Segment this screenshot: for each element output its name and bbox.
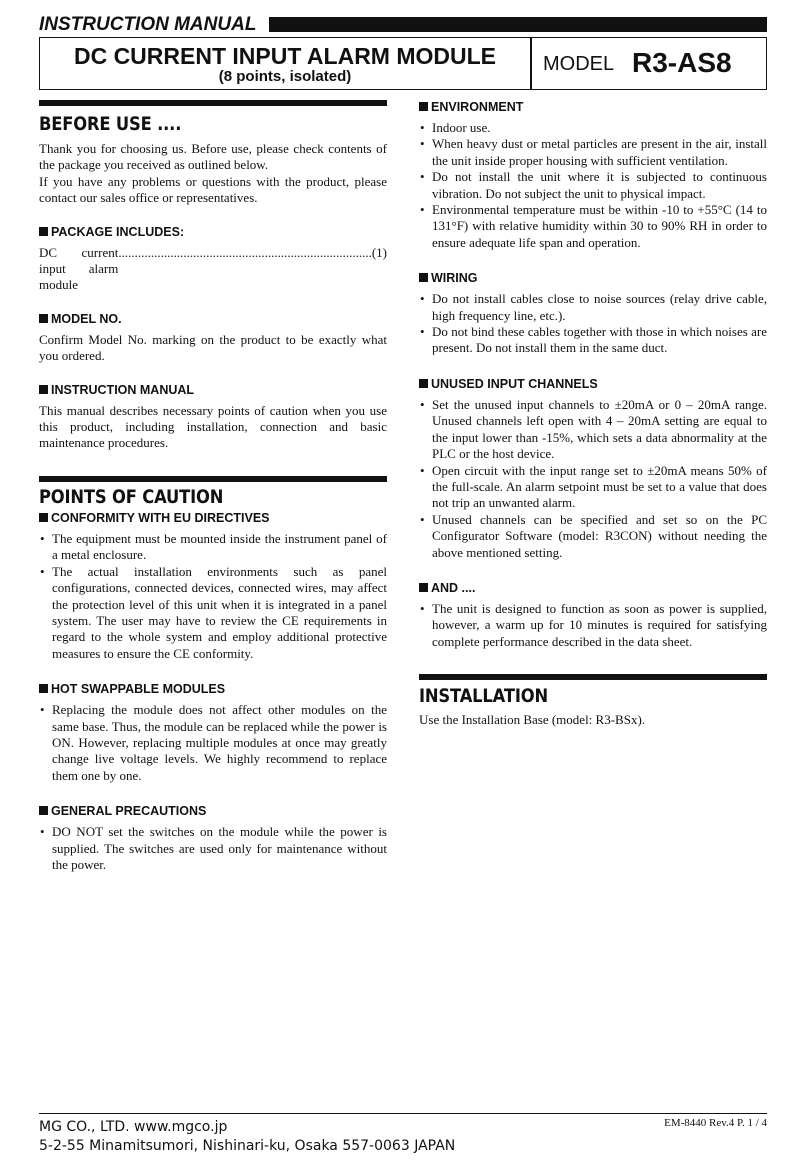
left-column [39,100,387,873]
section-rule [39,476,387,482]
wiring-list [419,291,767,357]
list-item: • Environmental temperature must be within -10 to +55°C (14 to 131°F) with relative humidity within 30 to 90% RH in order to ensure adequate life span and operation. [419,202,767,251]
square-bullet-icon [39,513,48,522]
before-use-paragraph-2: If you have any problems or questions with the product, please contact our sales office or representatives. [39,173,387,206]
title-box [39,37,767,90]
eu-directives-heading: CONFORMITY WITH EU DIRECTIVES [39,511,387,526]
environment-list [419,120,767,251]
square-bullet-icon [419,102,428,111]
list-item: • Open circuit with the input range set to ±20mA means 50% of the full-scale. An alarm setpoint must be set to a value that does not trip an unwanted alarm. [419,463,767,512]
list-item: • Set the unused input channels to ±20mA or 0 – 20mA range. Unused channels left open with 4 – 20mA setting are equal to the input lower than -15%, which sets a data abnormality at the PLC or the host device. [419,397,767,463]
model-label: MODEL [543,53,615,75]
unused-input-heading: UNUSED INPUT CHANNELS [419,377,767,392]
general-precautions-list [39,824,387,873]
hot-swappable-list [39,702,387,784]
manual-label: INSTRUCTION MANUAL [39,14,262,36]
section-rule [39,100,387,106]
model-no-text: Confirm Model No. marking on the product to be exactly what you ordered. [39,331,387,364]
model-value: R3-AS8 [632,47,732,78]
right-column [419,100,767,729]
model-no-heading: MODEL NO. [39,312,387,327]
section-rule [419,674,767,680]
installation-text: Use the Installation Base (model: R3-BSx). [419,712,646,728]
footer-company [39,1118,455,1156]
list-item: • The unit is designed to function as soon as power is supplied, however, a warm up for 10 minutes is required for satisfying complete performance described in the data sheet. [419,601,767,650]
square-bullet-icon [419,379,428,388]
and-list [419,601,767,650]
list-item: • The actual installation environments such as panel configurations, connected devices, connected wires, may affect the protection level of this unit when it is integrated in a panel system. The user may have to review the CE requirements in regard to the whole system and employ additional protective measures to ensure the CE conformity. [39,564,387,662]
list-item: • Do not install the unit where it is subjected to continuous vibration. Do not subject the unit to physical impact. [419,169,767,202]
square-bullet-icon [419,273,428,282]
square-bullet-icon [39,314,48,323]
general-precautions-heading: GENERAL PRECAUTIONS [39,804,387,819]
and-heading: AND .... [419,581,767,596]
header-bar [269,17,767,32]
square-bullet-icon [39,806,48,815]
footer-rule [39,1113,767,1114]
before-use-paragraph-1: Thank you for choosing us. Before use, please check contents of the package you received as outlined below. [39,141,387,173]
eu-directives-list [39,531,387,662]
page-subtitle: (8 points, isolated) [218,68,352,85]
manual-header [39,14,767,36]
list-item: • Do not install cables close to noise sources (relay drive cable, high frequency line, etc.). [419,291,767,324]
company-line: MG CO., LTD. www.mgco.jp [39,1119,228,1135]
list-item: • Unused channels can be specified and set so on the PC Configurator Software (model: R3CON) without needing the above mentioned setting. [419,512,767,561]
page-title: DC CURRENT INPUT ALARM MODULE [73,43,497,69]
instruction-manual-text: This manual describes necessary points of caution when you use this product, including installation, connection and basic maintenance procedures. [39,402,387,451]
list-item: • Do not bind these cables together with those in which noises are present. Do not install them in the same duct. [419,324,767,357]
before-use-heading: BEFORE USE .... [39,113,182,135]
package-line [39,245,387,294]
installation-heading: INSTALLATION [419,685,548,708]
address-line: 5-2-55 Minamitsumori, Nishinari-ku, Osaka 557-0063 JAPAN [39,1138,456,1154]
square-bullet-icon [39,684,48,693]
list-item: • Replacing the module does not affect other modules on the same base. Thus, the module can be replaced while the power is ON. However, replacing multiple modules at once may greatly change live voltage levels. We highly recommend to replace them one by one. [39,702,387,784]
document-reference: EM-8440 Rev.4 P. 1 / 4 [664,1117,767,1129]
square-bullet-icon [39,385,48,394]
package-item: DC current input alarm module [39,244,119,293]
square-bullet-icon [39,227,48,236]
package-heading: PACKAGE INCLUDES: [39,225,387,240]
wiring-heading: WIRING [419,271,767,286]
hot-swappable-heading: HOT SWAPPABLE MODULES [39,682,387,697]
title-divider [530,38,532,89]
package-qty: (1) [371,244,387,260]
list-item: • When heavy dust or metal particles are present in the air, install the unit inside proper housing with sufficient ventilation. [419,136,767,169]
list-item: • The equipment must be mounted inside the instrument panel of a metal enclosure. [39,531,387,564]
instruction-manual-heading: INSTRUCTION MANUAL [39,383,387,398]
square-bullet-icon [419,583,428,592]
unused-input-list [419,397,767,561]
dot-leader: .............................................................................. [118,244,372,260]
list-item: • Indoor use. [419,120,767,136]
points-of-caution-heading: POINTS OF CAUTION [39,485,224,508]
environment-heading: ENVIRONMENT [419,100,767,115]
list-item: • DO NOT set the switches on the module while the power is supplied. The switches are used only for maintenance without the power. [39,824,387,873]
